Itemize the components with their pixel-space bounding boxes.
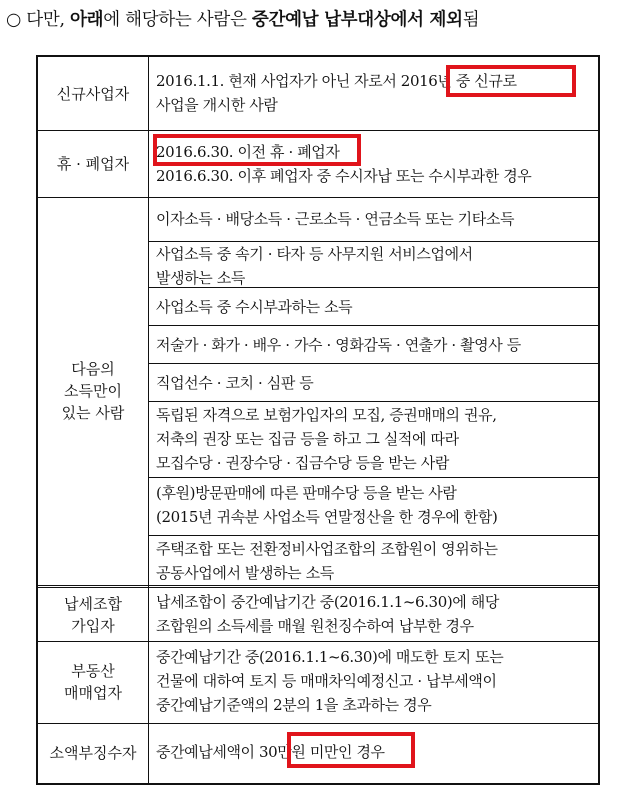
category-line: 납세조합	[64, 594, 122, 613]
row-divider	[148, 363, 598, 364]
content-line: 2016.6.30. 이전 휴 · 폐업자	[156, 143, 340, 161]
row-divider	[148, 325, 598, 326]
row-divider	[148, 477, 598, 478]
category-small-amount: 소액부징수자	[49, 744, 137, 762]
content-line: 사업소득 중 속기 · 타자 등 사무지원 서비스업에서	[156, 245, 473, 263]
title-text-5: 됨	[462, 10, 480, 30]
column-divider	[148, 57, 149, 783]
income-item-1	[156, 207, 594, 231]
content-line: 이자소득 · 배당소득 · 근로소득 · 연금소득 또는 기타소득	[156, 210, 515, 228]
content-line: 주택조합 또는 전환정비사업조합의 조합원이 영위하는	[156, 540, 498, 558]
content-line: 발생하는 소득	[156, 269, 245, 287]
category-line: 다음의	[71, 360, 115, 378]
content-line: (후원)방문판매에 따른 판매수당 등을 받는 사람	[156, 484, 457, 502]
content-line: 2016.1.1. 현재 사업자가 아닌 자로서 2016년 중 신규로	[156, 72, 517, 90]
content-line: 중간예납기간 중(2016.1.1~6.30)에 매도한 토지 또는	[156, 648, 504, 666]
category-tax-union	[38, 588, 148, 641]
title-text-3: 에 해당하는 사람은	[103, 10, 252, 30]
title-text-4: 중간예납 납부대상에서 제외	[251, 10, 463, 30]
income-item-7	[156, 481, 594, 529]
content-line: 직업선수 · 코치 · 심판 등	[156, 374, 314, 392]
title-text-2: 아래	[70, 10, 104, 30]
content-real-estate	[156, 645, 594, 717]
category-line: 매매업자	[64, 684, 122, 702]
content-line: 공동사업에서 발생하는 소득	[156, 564, 334, 582]
content-line: 독립된 자격으로 보험가입자의 모집, 증권매매의 권유,	[156, 406, 497, 424]
highlight-box-closed-business	[153, 134, 361, 166]
highlight-box-small-amount	[287, 732, 415, 768]
category-new-business: 신규사업자	[56, 84, 130, 103]
content-line: 모집수당 · 권장수당 · 집금수당 등을 받는 사람	[156, 454, 449, 472]
category-income-only	[38, 197, 148, 585]
content-line: 사업소득 중 수시부과하는 소득	[156, 298, 353, 316]
row-divider	[148, 401, 598, 402]
content-line: 중간예납세액이 30만원 미만인 경우	[156, 743, 385, 761]
income-item-2	[156, 242, 594, 290]
content-line: 사업을 개시한 사람	[156, 96, 278, 114]
title-text-1: 다만,	[26, 10, 70, 30]
income-item-5	[156, 371, 594, 395]
category-line: 있는 사람	[61, 404, 125, 422]
category-closed-business: 휴 · 폐업자	[56, 154, 130, 173]
title-bullet: ○	[6, 10, 21, 30]
content-line: 건물에 대하여 토지 등 매매차익예정신고 · 납부세액이	[156, 672, 497, 690]
category-line: 가입자	[71, 616, 115, 635]
content-line: 납세조합이 중간예납기간 중(2016.1.1~6.30)에 해당	[156, 593, 499, 611]
category-line: 부동산	[71, 662, 115, 680]
content-line: 조합원의 소득세를 매월 원천징수하여 납부한 경우	[156, 617, 474, 635]
income-item-3	[156, 295, 594, 319]
highlight-box-new-business	[446, 65, 576, 97]
content-tax-union	[156, 590, 594, 638]
content-line: 저술가 · 화가 · 배우 · 가수 · 영화감독 · 연출가 · 촬영사 등	[156, 336, 521, 354]
category-real-estate	[38, 641, 148, 723]
page-title	[6, 8, 616, 32]
category-line: 소득만이	[64, 382, 122, 400]
row-divider	[148, 535, 598, 536]
content-line: (2015년 귀속분 사업소득 연말정산을 한 경우에 한함)	[156, 508, 498, 526]
income-item-6	[156, 403, 594, 475]
content-line: 저축의 권장 또는 집금 등을 하고 그 실적에 따라	[156, 430, 459, 448]
income-item-8	[156, 537, 594, 585]
content-line: 중간예납기준액의 2분의 1을 초과하는 경우	[156, 696, 432, 714]
income-item-4	[156, 333, 594, 357]
content-line: 2016.6.30. 이후 폐업자 중 수시자납 또는 수시부과한 경우	[156, 167, 532, 185]
